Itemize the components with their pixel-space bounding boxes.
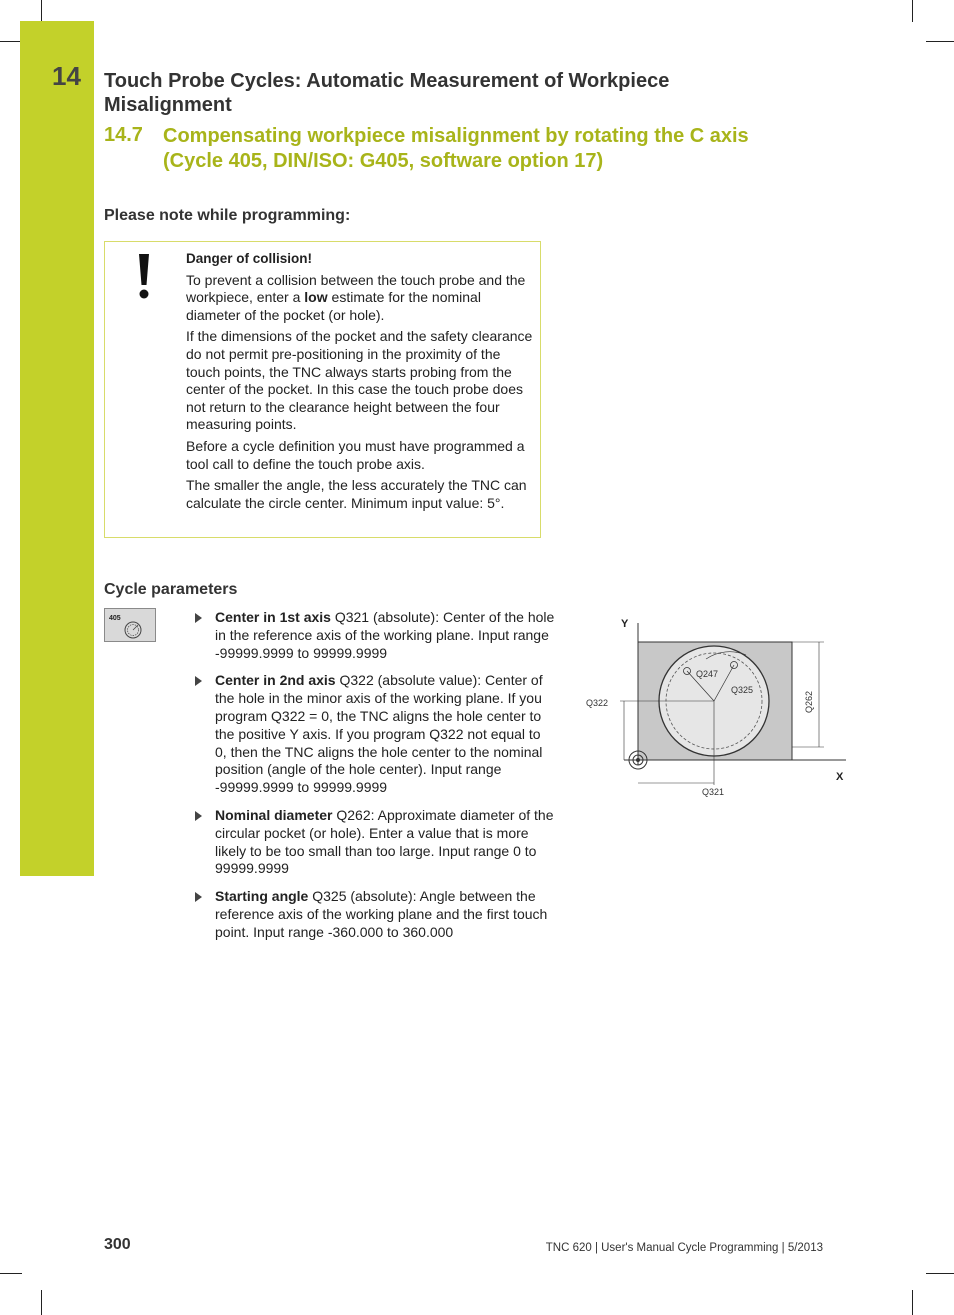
chapter-number: 14 bbox=[52, 61, 81, 91]
cycle-parameters-heading: Cycle parameters bbox=[104, 581, 238, 598]
page-number: 300 bbox=[104, 1236, 131, 1253]
footer-text: TNC 620 | User's Manual Cycle Programming | 5/2013 bbox=[545, 1242, 823, 1254]
q325-label: Q325 bbox=[731, 685, 754, 695]
q262-label: Q262 bbox=[804, 690, 814, 713]
notice-paragraph: If the dimensions of the pocket and the safety clearance do not permit pre-positioning in the proximity of the touch points, the TNC always starts probing from the center of the pocket. In this case the touch probe does not return to the clearance height between the four measuring points. bbox=[186, 328, 533, 433]
crop-mark bbox=[926, 41, 954, 42]
bullet-triangle-icon bbox=[195, 811, 202, 821]
param-center-2nd-axis: Center in 2nd axis Q322 (absolute value): Center of the hole in the minor axis of the working plane. If you program Q322 = 0, the TNC aligns the hole center to the positive Y axis. If you program Q322 not equal to 0, then the TNC aligns the hole center to the nominal position (angle of the hole center). Input range -99999.9999 to 99999.9999 bbox=[195, 672, 555, 797]
param-starting-angle: Starting angle Q325 (absolute): Angle between the reference axis of the working plane and the first touch point. Input range -360.000 to 360.000 bbox=[195, 888, 555, 941]
crop-mark bbox=[0, 1273, 22, 1274]
q321-label: Q321 bbox=[702, 787, 725, 797]
parameter-list bbox=[195, 609, 555, 952]
crop-mark bbox=[41, 1290, 42, 1315]
crop-mark bbox=[926, 1273, 954, 1274]
cycle-405-softkey-icon bbox=[104, 608, 156, 642]
x-axis-label: X bbox=[836, 771, 844, 783]
bullet-triangle-icon bbox=[195, 892, 202, 902]
section-number: 14.7 bbox=[104, 124, 143, 146]
notice-paragraph: To prevent a collision between the touch probe and the workpiece, enter a low estimate for the nominal diameter of the pocket (or hole). bbox=[186, 271, 526, 323]
q247-label: Q247 bbox=[696, 669, 719, 679]
origin-dot bbox=[636, 758, 640, 762]
notice-paragraph: The smaller the angle, the less accurately the TNC can calculate the circle center. Minimum input value: 5°. bbox=[186, 477, 527, 511]
crop-mark bbox=[912, 1290, 913, 1315]
bullet-triangle-icon bbox=[195, 676, 202, 686]
param-nominal-diameter: Nominal diameter Q262: Approximate diameter of the circular pocket (or hole). Enter a value that is more likely to be too small than too large. Input range 0 to 99999.9999 bbox=[195, 807, 555, 878]
crop-mark bbox=[912, 0, 913, 22]
exclamation-icon bbox=[132, 251, 156, 301]
crop-mark bbox=[41, 0, 42, 22]
notice-title: Danger of collision! bbox=[186, 251, 313, 266]
q322-label: Q322 bbox=[586, 698, 609, 708]
section-title: Compensating workpiece misalignment by rotating the C axis (Cycle 405, DIN/ISO: G405, software option 17) bbox=[163, 125, 749, 172]
cycle-diagram bbox=[584, 613, 854, 801]
svg-text:405: 405 bbox=[109, 615, 121, 622]
notice-paragraph: Before a cycle definition you must have programmed a tool call to define the touch probe axis. bbox=[186, 437, 525, 472]
y-axis-label: Y bbox=[621, 618, 629, 630]
chapter-sidebar bbox=[20, 21, 94, 876]
chapter-title: Touch Probe Cycles: Automatic Measurement of Workpiece Misalignment bbox=[104, 70, 670, 116]
crop-mark bbox=[0, 41, 22, 42]
param-center-1st-axis: Center in 1st axis Q321 (absolute): Center of the hole in the reference axis of the working plane. Input range -99999.9999 to 99999.9999 bbox=[195, 609, 555, 662]
note-heading: Please note while programming: bbox=[104, 207, 351, 224]
bullet-triangle-icon bbox=[195, 613, 202, 623]
notice-body bbox=[186, 250, 536, 516]
